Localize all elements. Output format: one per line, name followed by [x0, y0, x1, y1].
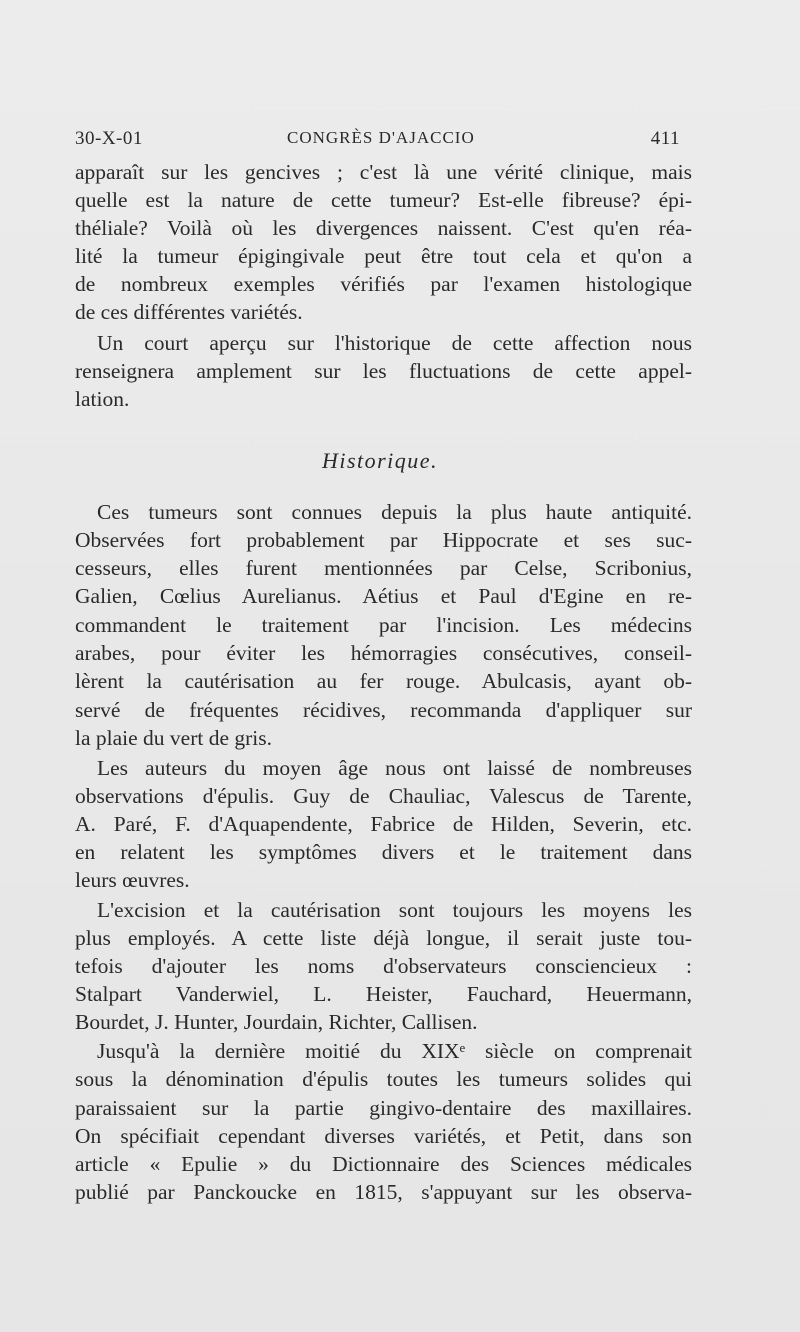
section-heading: Historique.: [321, 448, 439, 473]
text-line: L'excision et la cautérisation sont toujours les moyens les: [97, 898, 692, 922]
header-title: CONGRÈS D'AJACCIO: [287, 128, 475, 147]
text-line: observations d'épulis. Guy de Chauliac, Valescus de Tarente,: [75, 784, 692, 808]
text-line: publié par Panckoucke en 1815, s'appuyant sur les observa-: [75, 1180, 692, 1204]
text-line: Observées fort probablement par Hippocrate et ses suc-: [75, 528, 692, 552]
text-line: article « Epulie » du Dictionnaire des Sciences médicales: [75, 1152, 692, 1176]
text-line: lèrent la cautérisation au fer rouge. Abulcasis, ayant ob-: [75, 669, 692, 693]
text-line: apparaît sur les gencives ; c'est là une vérité clinique, mais: [75, 160, 692, 184]
text-line: renseignera amplement sur les fluctuations de cette appel-: [75, 359, 692, 383]
running-header: [75, 128, 680, 152]
text-line: sous la dénomination d'épulis toutes les tumeurs solides qui: [75, 1067, 692, 1091]
text-line: arabes, pour éviter les hémorragies consécutives, conseil-: [75, 641, 692, 665]
text-line: Ces tumeurs sont connues depuis la plus haute antiquité.: [97, 500, 692, 524]
text-line: en relatent les symptômes divers et le traitement dans: [75, 840, 692, 864]
text-line: tefois d'ajouter les noms d'observateurs consciencieux :: [75, 954, 692, 978]
text-line: Un court aperçu sur l'historique de cette affection nous: [97, 331, 692, 355]
text-line: lation.: [75, 387, 130, 411]
text-line: cesseurs, elles furent mentionnées par Celse, Scribonius,: [75, 556, 692, 580]
text-line: paraissaient sur la partie gingivo-dentaire des maxillaires.: [75, 1096, 692, 1120]
text-line: théliale? Voilà où les divergences naissent. C'est qu'en réa-: [75, 216, 692, 240]
text-line: de nombreux exemples vérifiés par l'examen histologique: [75, 272, 692, 296]
text-line: A. Paré, F. d'Aquapendente, Fabrice de Hilden, Severin, etc.: [75, 812, 692, 836]
page-number: 411: [650, 128, 680, 149]
text-line: Bourdet, J. Hunter, Jourdain, Richter, Callisen.: [75, 1010, 478, 1034]
text-line: de ces différentes variétés.: [75, 300, 303, 324]
text-line: Les auteurs du moyen âge nous ont laissé de nombreuses: [97, 756, 692, 780]
text-line: Galien, Cœlius Aurelianus. Aétius et Paul d'Egine en re-: [75, 584, 692, 608]
text-line: commandent le traitement par l'incision. Les médecins: [75, 613, 692, 637]
text-line: quelle est la nature de cette tumeur? Est-elle fibreuse? épi-: [75, 188, 692, 212]
header-date: 30-X-01: [75, 128, 143, 149]
text-line: leurs œuvres.: [75, 868, 190, 892]
text-line: On spécifiait cependant diverses variétés, et Petit, dans son: [75, 1124, 692, 1148]
text-line: Jusqu'à la dernière moitié du XIXᵉ siècle on comprenait: [97, 1039, 692, 1063]
text-line: plus employés. A cette liste déjà longue, il serait juste tou-: [75, 926, 692, 950]
text-line: lité la tumeur épigingivale peut être tout cela et qu'on a: [75, 244, 692, 268]
text-line: servé de fréquentes récidives, recommanda d'appliquer sur: [75, 698, 692, 722]
text-line: la plaie du vert de gris.: [75, 726, 273, 750]
text-line: Stalpart Vanderwiel, L. Heister, Fauchard, Heuermann,: [75, 982, 692, 1006]
